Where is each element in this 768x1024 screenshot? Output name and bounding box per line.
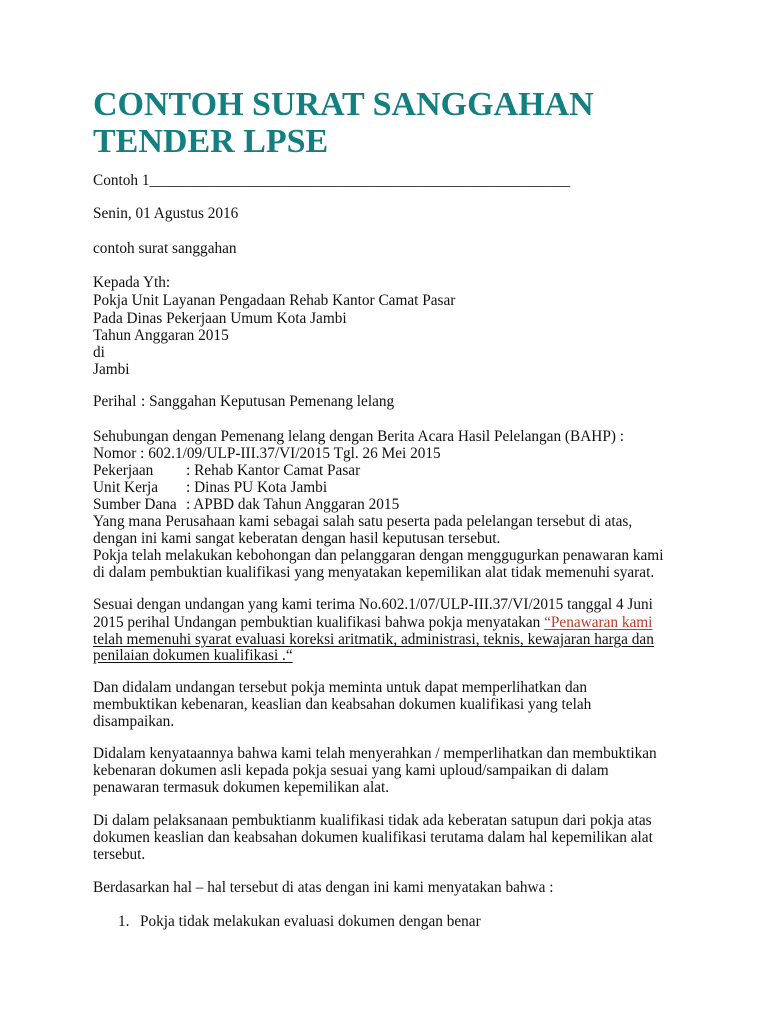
- recipient-line: Tahun Anggaran 2015: [93, 327, 229, 344]
- perihal-row: [93, 393, 753, 411]
- recipient-line: Pada Dinas Pekerjaan Umum Kota Jambi: [93, 310, 347, 327]
- quoted-statement-end: penilaian dokumen kualifikasi .“: [93, 647, 293, 664]
- detail-label: Unit Kerja: [93, 479, 158, 496]
- paragraph-line: Yang mana Perusahaan kami sebagai salah satu peserta pada pelelangan tersebut di atas,: [93, 513, 633, 530]
- detail-label: Pekerjaan: [93, 462, 154, 479]
- detail-row: [93, 496, 753, 514]
- quoted-statement-start: “Penawaran kami: [544, 614, 653, 631]
- paragraph-line: kebenaran dokumen asli kepada pokja sesuai yang kami uploud/sampaikan di dalam: [93, 762, 609, 779]
- recipient-line: di: [93, 344, 105, 361]
- paragraph-line: membuktikan kebenaran, keaslian dan keabsahan dokumen kualifikasi yang telah: [93, 696, 592, 713]
- quoted-statement: telah memenuhi syarat evaluasi koreksi aritmatik, administrasi, teknis, kewajaran harga dan: [93, 631, 654, 648]
- title-line-2: TENDER LPSE: [93, 123, 329, 160]
- paragraph-line: Pokja telah melakukan kebohongan dan pelanggaran dengan menggugurkan penawaran kami: [93, 547, 664, 564]
- paragraph-line: Sesuai dengan undangan yang kami terima No.602.1/07/ULP-III.37/VI/2015 tanggal 4 Juni: [93, 596, 653, 613]
- paragraph-line: Didalam kenyataannya bahwa kami telah menyerahkan / memperlihatkan dan membuktikan: [93, 745, 657, 762]
- list-item-number: 1.: [118, 913, 130, 930]
- detail-row: [93, 462, 753, 480]
- paragraph-line: dokumen keaslian dan keabsahan dokumen kualifikasi terutama dalam hal kepemilikan alat: [93, 829, 653, 846]
- perihal-value: : Sanggahan Keputusan Pemenang lelang: [141, 393, 395, 410]
- letter-subtitle: contoh surat sanggahan: [93, 240, 237, 257]
- detail-value: : Rehab Kantor Camat Pasar: [186, 462, 361, 479]
- detail-value: : Dinas PU Kota Jambi: [186, 479, 328, 496]
- intro-line: Sehubungan dengan Pemenang lelang dengan Berita Acara Hasil Pelelangan (BAHP) :: [93, 428, 624, 445]
- title-line-1: CONTOH SURAT SANGGAHAN: [93, 86, 594, 123]
- perihal-label: Perihal: [93, 393, 137, 410]
- document-title: [93, 86, 733, 160]
- intro-line: Nomor : 602.1/09/ULP-III.37/VI/2015 Tgl. 26 Mei 2015: [93, 445, 441, 462]
- paragraph-line: disampaikan.: [93, 713, 175, 730]
- paragraph-line: dengan ini kami sangat keberatan dengan hasil keputusan tersebut.: [93, 530, 501, 547]
- detail-value: : APBD dak Tahun Anggaran 2015: [186, 496, 400, 513]
- paragraph-line: [93, 614, 753, 632]
- paragraph-line: Di dalam pelaksanaan pembuktianm kualifikasi tidak ada keberatan satupun dari pokja atas: [93, 812, 652, 829]
- recipient-line: Pokja Unit Layanan Pengadaan Rehab Kantor Camat Pasar: [93, 292, 456, 309]
- paragraph-6: Berdasarkan hal – hal tersebut di atas dengan ini kami menyatakan bahwa :: [93, 879, 554, 896]
- paragraph-line: penawaran termasuk dokumen kepemilikan alat.: [93, 779, 390, 796]
- detail-label: Sumber Dana: [93, 496, 177, 513]
- paragraph-text: 2015 perihal Undangan pembuktian kualifikasi bahwa pokja menyatakan: [93, 614, 545, 631]
- detail-row: [93, 479, 753, 497]
- recipient-line: Kepada Yth:: [93, 274, 171, 291]
- recipient-line: Jambi: [93, 361, 130, 378]
- letter-date: Senin, 01 Agustus 2016: [93, 205, 239, 222]
- paragraph-line: tersebut.: [93, 846, 146, 863]
- list-item-text: Pokja tidak melakukan evaluasi dokumen dengan benar: [140, 913, 481, 930]
- paragraph-line: di dalam pembuktian kualifikasi yang menyatakan kepemilikan alat tidak memenuhi syarat.: [93, 564, 655, 581]
- contoh-label: Contoh 1_______________________________________________________: [93, 172, 571, 189]
- paragraph-line: Dan didalam undangan tersebut pokja meminta untuk dapat memperlihatkan dan: [93, 679, 588, 696]
